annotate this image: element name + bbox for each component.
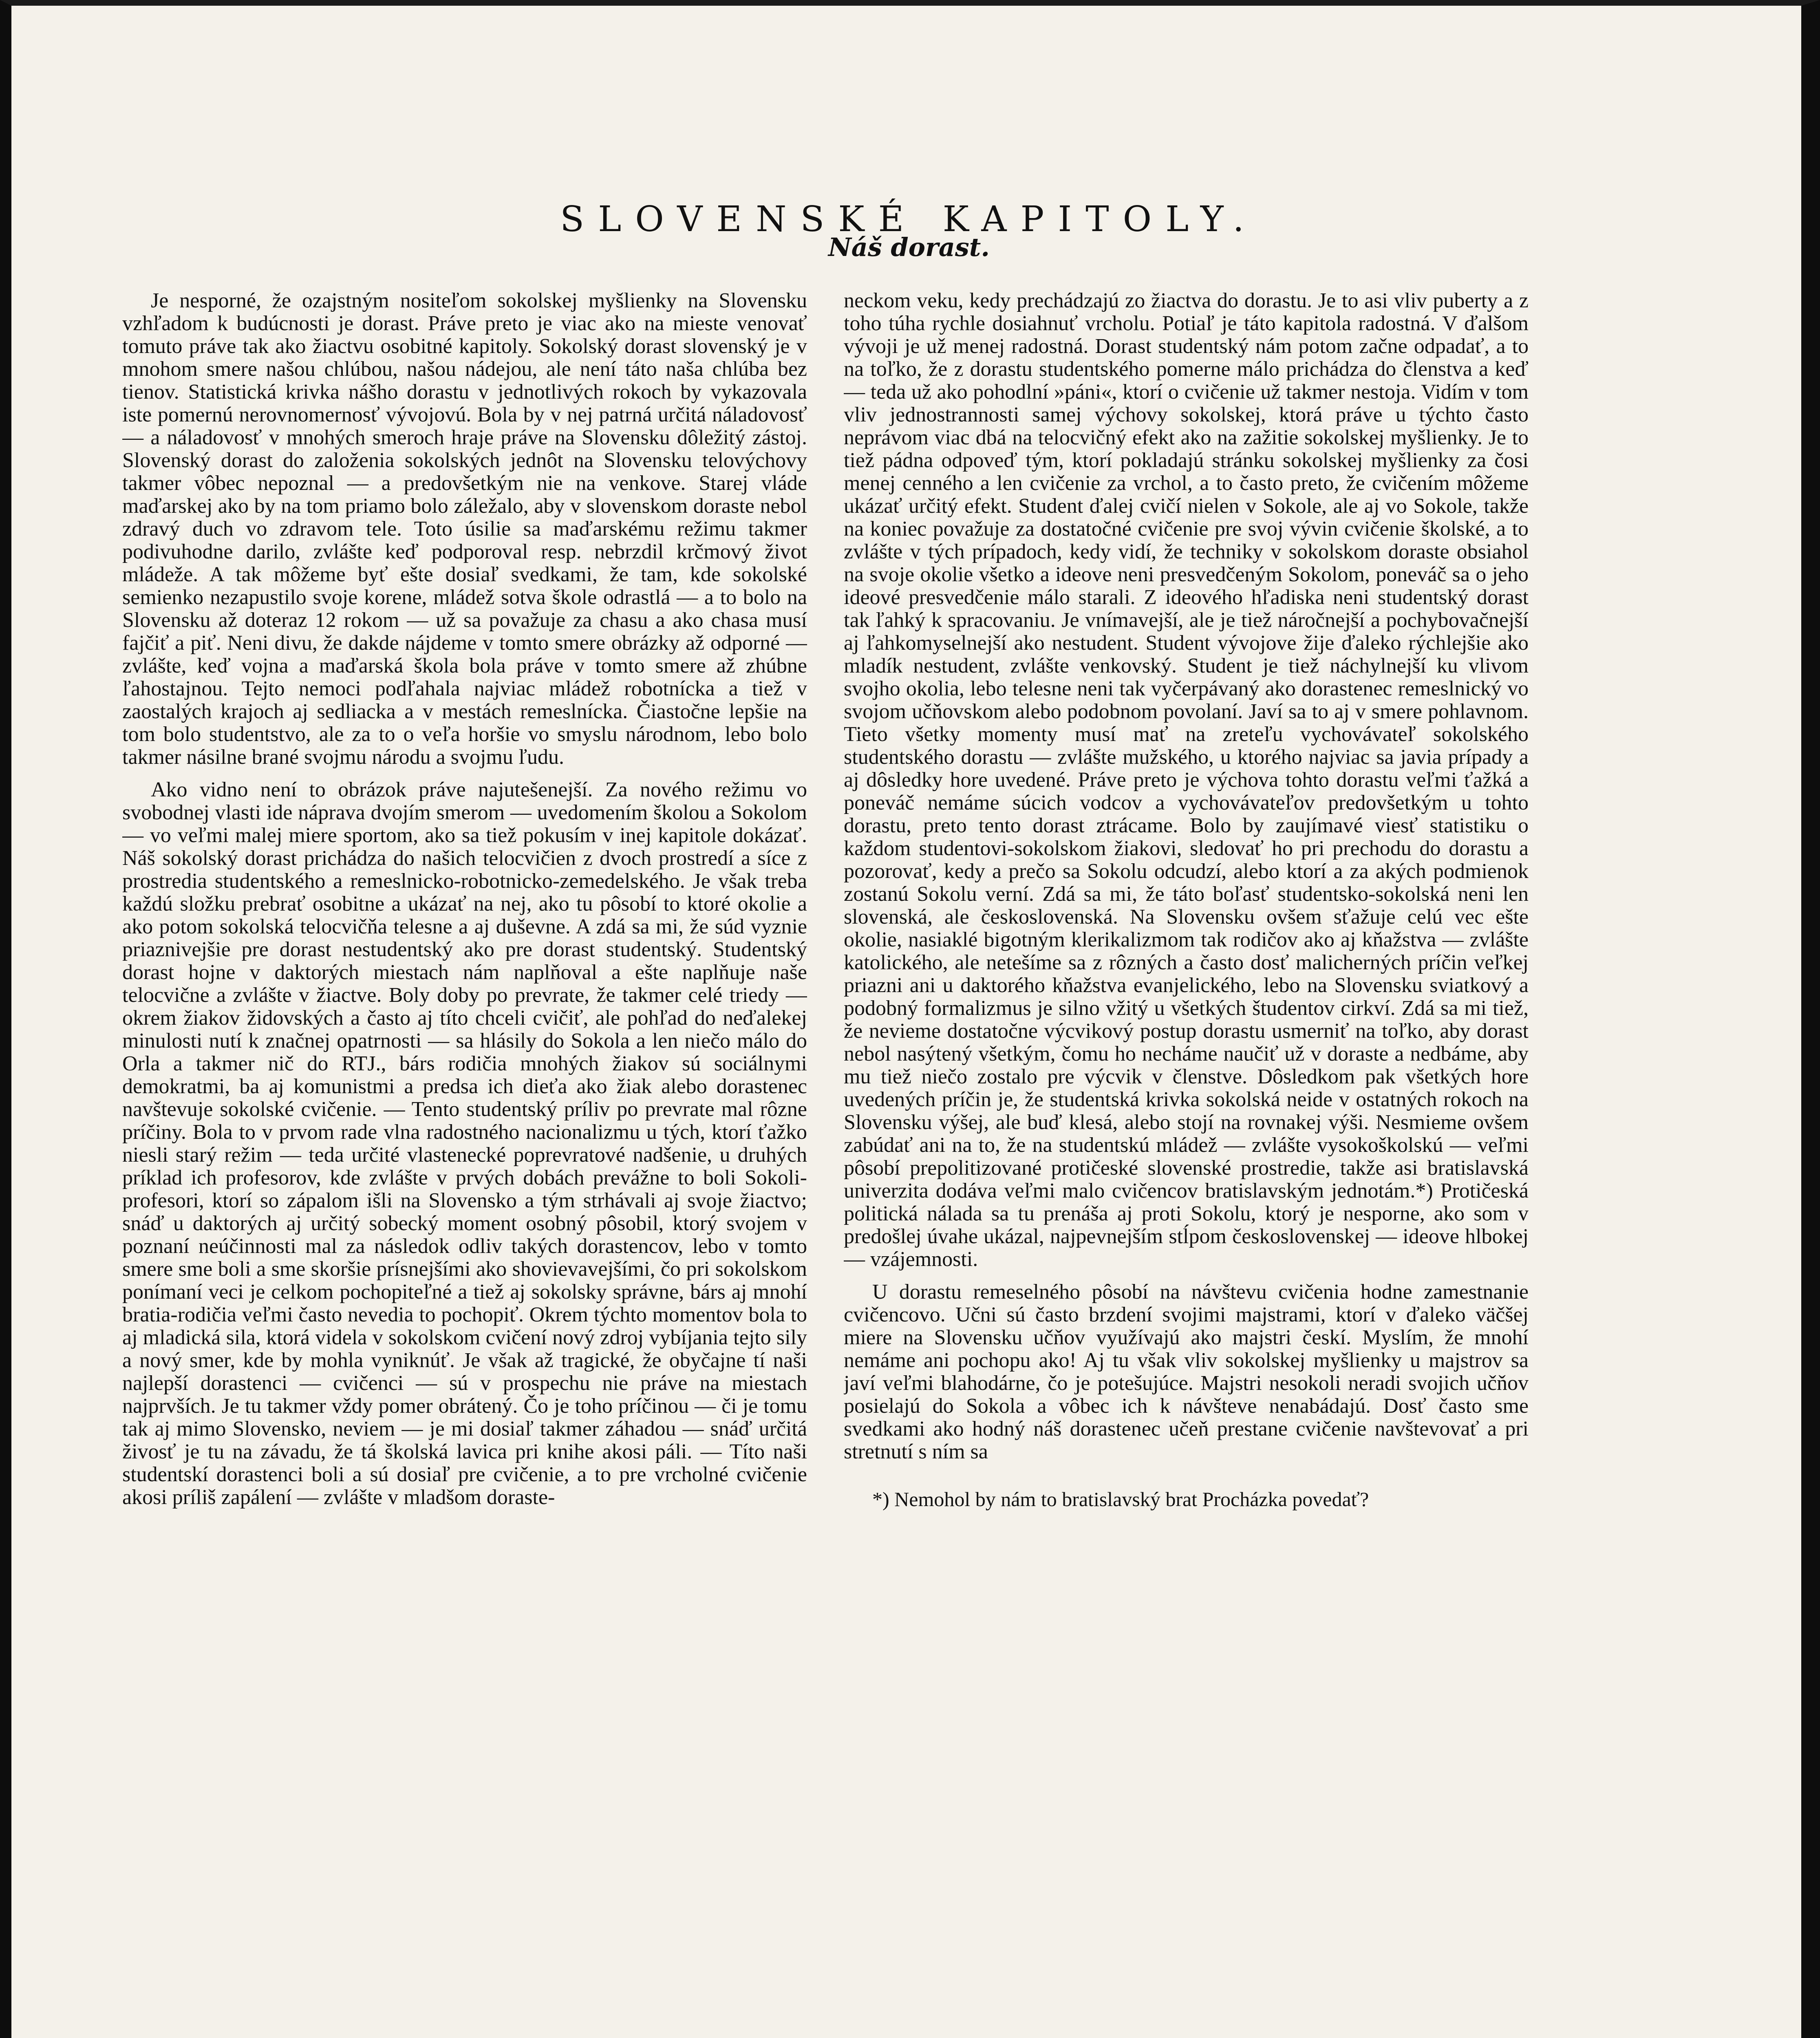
right-paragraph-2: U dorastu remeselného pôsobí na návštevu cvičenia hodne zamestnanie cvičencovo. Učni sú často brzdení svojimi majstrami, ktorí v ďaleko väčšej miere na Slovensku učňov využívajú ako majstri českí. Myslím, že mnohí nemáme ani pochopu ako! Aj tu však vliv sokolskej myšlienky u majstrov sa javí veľmi blahodárne, čo je potešujúce. Majstri nesokoli neradi svojich učňov posielajú do Sokola a vôbec ich k návšteve nenabádajú. Dosť často sme svedkami ako hodný náš dorastenec učeň prestane cvičenie navštevovať a pri stretnutí s ním sa xyxy=(844,1280,1529,1463)
left-column xyxy=(122,289,807,2038)
section-title: SLOVENSKÉ KAPITOLY. xyxy=(560,199,1258,240)
right-paragraph-1: neckom veku, kedy prechádzajú zo žiactva do dorastu. Je to asi vliv puberty a z toho túha rychle dosiahnuť vrcholu. Potiaľ je táto kapitola radostná. V ďalšom vývoji je už menej radostná. Dorast studentský nám potom začne odpadať, a to na toľko, že z dorastu studentského pomerne málo prichádza do členstva a keď — teda už ako pohodlní »páni«, ktorí o cvičenie už takmer nestoja. Vidím v tom vliv jednostrannosti samej výchovy sokolskej, ktorá práve u týchto často neprávom viac dbá na telocvičný efekt ako na zažitie sokolskej myšlienky. Je to tiež pádna odpoveď tým, ktorí pokladajú stránku sokolskej myšlienky za čosi menej cenného a len cvičenie za vrchol, a to často preto, že cvičením môžeme ukázať určitý efekt. Student ďalej cvičí nielen v Sokole, ale aj vo Sokole, takže na koniec považuje za dostatočné cvičenie pre svoj vývin cvičenie školské, a to zvlášte v tých prípadoch, kedy vidí, že techniky v sokolskom doraste obsiahol na svoje okolie všetko a ideove neni presvedčeným Sokolom, poneváč sa o jeho ideové presvedčenie málo starali. Z ideového hľadiska neni studentský dorast tak ľahký k spracovaniu. Je vnímavejší, ale je tiež náročnejší a pochybovačnejší aj ľahkomyselnejší ako nestudent. Student vývojove žije ďaleko rýchlejšie ako mladík nestudent, zvlášte venkovský. Student je tiež náchylnejší ku vlivom svojho okolia, lebo telesne neni tak vyčerpávaný ako dorastenec remeslnický vo svojom učňovskom alebo podobnom povolaní. Javí sa to aj v smere pohlavnom. Tieto všetky momenty musí mať na zreteľu vychovávateľ sokolského studentského dorastu — zvlášte mužského, u ktorého najviac sa javia prípady a aj dôsledky hore uvedené. Práve preto je výchova tohto dorastu veľmi ťažká a poneváč nemáme súcich vodcov a vychovávateľov predovšetkým u tohto dorastu, preto tento dorast ztrácame. Bolo by zaujímavé viesť statistiku o každom studentovi-sokolskom žiakovi, sledovať ho pri prechodu do dorastu a pozorovať, kedy a prečo sa Sokolu odcudzí, alebo ktorí a za akých podmienok zostanú Sokolu verní. Zdá sa mi, že táto boľasť studentsko-sokolská neni len slovenská, ale československá. Na Slovensku ovšem sťažuje celú vec ešte okolie, nasiaklé bigotným klerikalizmom tak rodičov ako aj kňažstva — zvlášte katolického, ale netešíme sa z rôzných a často dosť malicherných príčin veľkej priazni ani u daktorého kňažstva evanjelického, lebo na Slovensku sviatkový a podobný formalizmus je silno vžitý u všetkých študentov cirkví. Zdá sa mi tiež, že nevieme dostatočne výcvikový postup dorastu usmerniť na toľko, aby dorast nebol nasýtený všetkým, čomu ho necháme naučiť už v doraste a nedbáme, aby mu tiež niečo zostalo pre výcvik v členstve. Dôsledkom pak všetkých hore uvedených príčin je, že studentská krivka sokolská neide v ostatných rokoch na Slovensku výšej, ale buď klesá, alebo stojí na rovnakej výši. Nesmieme ovšem zabúdať ani na to, že na studentskú mládež — zvlášte vysokoškolskú — veľmi pôsobí prepolitizované protičeské slovenské prostredie, takže asi bratislavská univerzita dodáva veľmi malo cvičencov bratislavským jednotám.*) Protičeská politická nálada sa tu prenáša aj proti Sokolu, ktorý je nesporne, ako som v predošlej úvahe ukázal, najpevnejším stĺpom československej — ideove hlbokej — vzájemnosti. xyxy=(844,289,1529,1271)
left-paragraph-1: Je nesporné, že ozajstným nositeľom sokolskej myšlienky na Slovensku vzhľadom k budúcnosti je dorast. Práve preto je viac ako na mieste venovať tomuto práve tak ako žiactvu osobitné kapitoly. Sokolský dorast slovenský je v mnohom smere našou chlúbou, našou nádejou, ale není táto naša chlúba bez tienov. Statistická krivka nášho dorastu v jednotlivých rokoch by vykazovala iste pomernú nerovnomernosť vývojovú. Bola by v nej patrná určitá náladovosť — a náladovosť v mnohých smeroch hraje práve na Slovensku dôležitý zástoj. Slovenský dorast do založenia sokolských jednôt na Slovensku telovýchovy takmer vôbec nepoznal — a predovšetkým nie na venkove. Starej vláde maďarskej ako by na tom priamo bolo záležalo, aby v slovenskom doraste nebol zdravý duch vo zdravom tele. Toto úsilie sa maďarskému režimu takmer podivuhodne darilo, zvlášte keď podporoval resp. nebrzdil krčmový život mládeže. A tak môžeme byť ešte dosiaľ svedkami, že tam, kde sokolské semienko nezapustilo svoje korene, mládež sotva škole odrastlá — a to bolo na Slovensku až doteraz 12 rokom — už sa považuje za chasu a ako chasa musí fajčiť a piť. Neni divu, že dakde nájdeme v tomto smere obrázky až odporné — zvlášte, keď vojna a maďarská škola bola práve v tomto smere až zhúbne ľahostajnou. Tejto nemoci podľahala najviac mládež robotnícka a tiež v zaostalých krajoch aj sedliacka a v mestách remeslnícka. Čiastočne lepšie na tom bolo studentstvo, ale za to o veľa horšie vo smyslu národnom, lebo bolo takmer násilne brané svojmu národu a svojmu ľudu. xyxy=(122,289,807,769)
footnote-text: *) Nemohol by nám to bratislavský brat Procházka povedať? xyxy=(872,1488,1369,1511)
article-subtitle: Náš dorast. xyxy=(828,232,990,262)
left-paragraph-2: Ako vidno není to obrázok práve najutešenejší. Za nového režimu vo svobodnej vlasti ide náprava dvojím smerom — uvedomením školou a Sokolom — vo veľmi malej miere sportom, ako sa tiež pokusím v inej kapitole dokázať. Náš sokolský dorast prichádza do našich telocvičien z dvoch prostredí a síce z prostredia studentského a remeslnicko-robotnicko-zemedelského. Je však treba každú složku prebrať osobitne a ukázať na nej, ako tu pôsobí to ktoré okolie a ako potom sokolská telocvičňa telesne a aj duševne. A zdá sa mi, že súd vyznie priaznivejšie pre dorast nestudentský ako pre dorast studentský. Studentský dorast hojne v daktorých miestach nám naplňoval a ešte naplňuje naše telocvične a zvlášte v žiactve. Boly doby po prevrate, že takmer celé triedy — okrem žiakov židovských a často aj títo chceli cvičiť, ale pohľad do neďalekej minulosti nutí k značnej opatrnosti — sa hlásily do Sokola a len niečo málo do Orla a takmer nič do RTJ., bárs rodičia mnohých žiakov sú sociálnymi demokratmi, ba aj komunistmi a predsa ich dieťa ako žiak alebo dorastenec navštevuje sokolské cvičenie. — Tento studentský príliv po prevrate mal rôzne príčiny. Bola to v prvom rade vlna radostného nacionalizmu u tých, ktorí ťažko niesli starý režim — teda určité vlastenecké poprevratové nadšenie, u druhých príklad ich profesorov, kde zvlášte v prvých dobách prevážne to boli Sokoli-profesori, ktorí so zápalom išli na Slovensko a tým strhávali aj svoje žiactvo; snáď u daktorých aj určitý sobecký moment osobný pôsobil, ktorý svojem v poznaní neúčinnosti mal za následok odliv takých dorastencov, lebo v tomto smere sme boli a sme skoršie prísnejšími ako shovievavejšími, čo pri sokolskom ponímaní veci je celkom pochopiteľné a tiež aj sokolsky správne, bárs aj mnohí bratia-rodičia veľmi často nevedia to pochopiť. Okrem týchto momentov bola to aj mladická sila, ktorá videla v sokolskom cvičení nový zdroj vybíjania tejto sily a nový smer, kde by mohla vyniknúť. Je však až tragické, že obyčajne tí naši najlepší dorastenci — cvičenci — sú v prospechu nie práve na miestach najprvších. Je tu takmer vždy pomer obrátený. Čo je toho príčinou — či je tomu tak aj mimo Slovensko, neviem — je mi dosiaľ takmer záhadou — snáď určitá živosť je tu na závadu, že tá školská lavica pri knihe akosi páli. — Títo naši studentskí dorastenci boli a sú dosiaľ pre cvičenie, a to pre vrcholné cvičenie akosi príliš zapálení — zvlášte v mladšom doraste- xyxy=(122,778,807,1509)
right-column xyxy=(844,289,1529,2038)
document-page xyxy=(122,155,1696,2038)
footnote xyxy=(844,1488,1529,1511)
